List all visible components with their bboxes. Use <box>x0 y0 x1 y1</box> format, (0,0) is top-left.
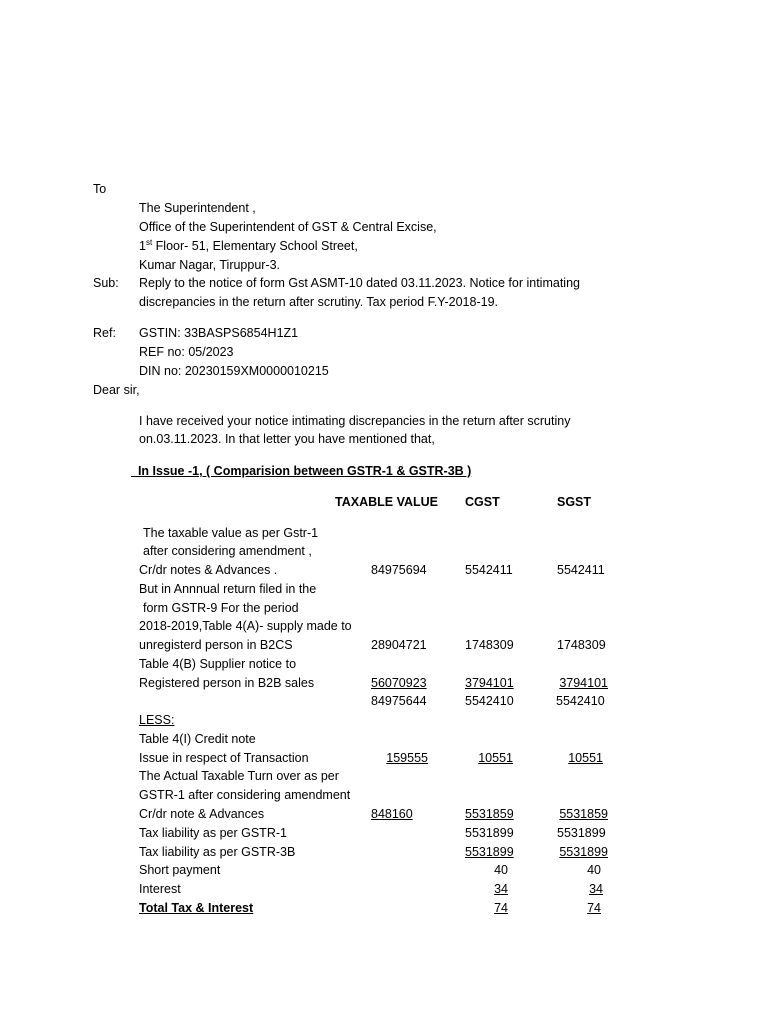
row-taxable: 84975694 <box>371 563 427 577</box>
row-label: form GSTR-9 For the period <box>143 601 299 615</box>
row-sgst: 1748309 <box>557 638 606 652</box>
row-label: after considering amendment , <box>143 544 312 558</box>
row-label: Cr/dr note & Advances <box>139 807 265 821</box>
row-sgst-subtotal: 5542410 <box>556 694 605 708</box>
row-label: Short payment <box>139 863 221 877</box>
row-sgst: 40 <box>587 863 601 877</box>
row-cgst: 5542411 <box>465 563 513 577</box>
body-line-1: I have received your notice intimating discrepancies in the return after scrutiny <box>139 414 571 428</box>
ref-no: REF no: 05/2023 <box>139 345 234 359</box>
ref-label: Ref: <box>93 326 116 340</box>
row-taxable: 159555 <box>386 751 428 765</box>
address-line-4: Kumar Nagar, Tiruppur-3. <box>139 258 281 272</box>
row-label: The taxable value as per Gstr-1 <box>143 526 319 540</box>
row-cgst: 5531899 <box>465 826 514 840</box>
row-sgst: 5531859 <box>559 807 608 821</box>
din-no: DIN no: 20230159XM0000010215 <box>139 364 329 378</box>
row-label: Interest <box>139 882 181 896</box>
row-label: Registered person in B2B sales <box>139 676 315 690</box>
row-cgst: 5531899 <box>465 845 514 859</box>
address-line-1: The Superintendent , <box>139 201 256 215</box>
row-taxable: 56070923 <box>371 676 427 690</box>
less-label: LESS: <box>139 713 175 727</box>
row-taxable-subtotal: 84975644 <box>371 694 427 708</box>
row-label: 2018-2019,Table 4(A)- supply made to <box>139 619 352 633</box>
row-cgst: 10551 <box>478 751 513 765</box>
row-sgst: 34 <box>589 882 603 896</box>
row-label: Table 4(I) Credit note <box>139 732 256 746</box>
row-taxable: 848160 <box>371 807 413 821</box>
row-cgst: 34 <box>494 882 508 896</box>
row-label: Table 4(B) Supplier notice to <box>139 657 297 671</box>
row-sgst: 10551 <box>568 751 603 765</box>
gstin: GSTIN: 33BASPS6854H1Z1 <box>139 326 299 340</box>
row-taxable: 28904721 <box>371 638 427 652</box>
issue-heading: In Issue -1, ( Comparision between GSTR-1 & GSTR-3B ) <box>137 464 472 478</box>
subject-label: Sub: <box>93 276 119 290</box>
total-label: Total Tax & Interest <box>139 901 254 915</box>
row-label: GSTR-1 after considering amendment <box>139 788 351 802</box>
salutation: Dear sir, <box>93 383 140 397</box>
row-cgst-subtotal: 5542410 <box>465 694 514 708</box>
row-label: The Actual Taxable Turn over as per <box>139 769 339 783</box>
row-label: But in Annnual return filed in the <box>139 582 317 596</box>
row-sgst: 5531899 <box>557 826 606 840</box>
total-sgst: 74 <box>587 901 601 915</box>
header-sgst: SGST <box>557 495 592 509</box>
row-sgst: 5531899 <box>559 845 608 859</box>
row-cgst: 40 <box>494 863 508 877</box>
address-line-2: Office of the Superintendent of GST & Central Excise, <box>139 220 437 234</box>
row-label: Tax liability as per GSTR-1 <box>139 826 287 840</box>
row-label: Tax liability as per GSTR-3B <box>139 845 296 859</box>
body-line-2: on.03.11.2023. In that letter you have mentioned that, <box>139 432 435 446</box>
row-label: unregisterd person in B2CS <box>139 638 293 652</box>
row-cgst: 1748309 <box>465 638 514 652</box>
row-cgst: 5531859 <box>465 807 514 821</box>
to-label: To <box>93 182 107 196</box>
row-sgst: 3794101 <box>559 676 608 690</box>
header-taxable-value: TAXABLE VALUE <box>335 495 439 509</box>
header-cgst: CGST <box>465 495 500 509</box>
subject-line-1: Reply to the notice of form Gst ASMT-10 dated 03.11.2023. Notice for intimating <box>139 276 580 290</box>
row-label: Issue in respect of Transaction <box>139 751 309 765</box>
row-label: Cr/dr notes & Advances . <box>139 563 278 577</box>
row-sgst: 5542411 <box>557 563 605 577</box>
total-cgst: 74 <box>494 901 508 915</box>
row-cgst: 3794101 <box>465 676 514 690</box>
address-line-3: 1st Floor- 51, Elementary School Street, <box>139 237 358 253</box>
subject-line-2: discrepancies in the return after scrutiny. Tax period F.Y-2018-19. <box>139 295 498 309</box>
